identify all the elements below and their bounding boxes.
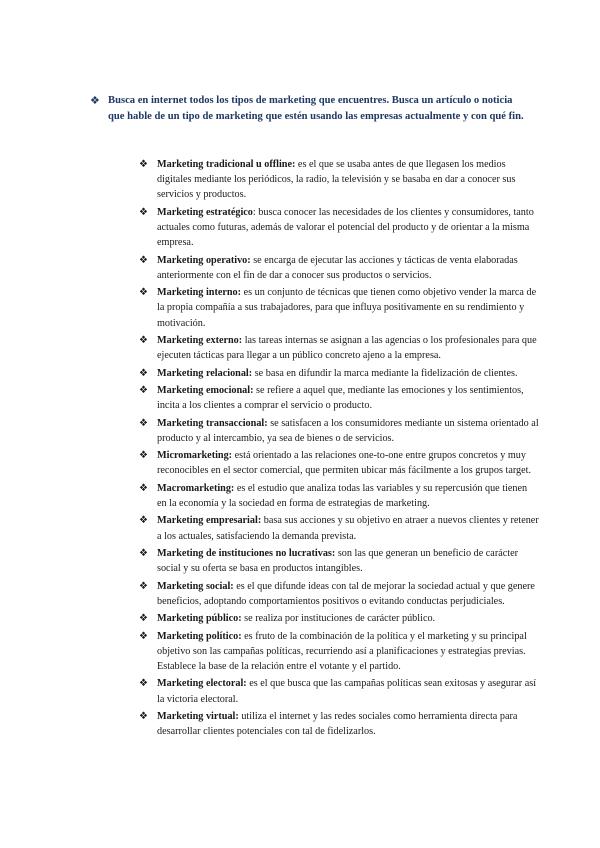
assignment-prompt: Busca en internet todos los tipos de marketing que encuentres. Busca un artículo o noticia que hable de un tipo de marketing que estén usando las empresas actualmente y con qué fin. xyxy=(108,95,524,122)
item-term: Marketing tradicional u offline: xyxy=(157,159,296,170)
list-item xyxy=(139,157,539,203)
diamond-bullet-icon: ❖ xyxy=(90,95,100,107)
item-term: Marketing empresarial: xyxy=(157,515,262,527)
diamond-bullet-icon: ❖ xyxy=(139,287,148,299)
item-description: es el estudio que analiza todas las variables y su repercusión que tienen en la economía y la sociedad en forma de estrategias de marketing. xyxy=(157,482,528,509)
item-term: Marketing relacional: xyxy=(157,367,253,379)
item-term: Marketing virtual: xyxy=(157,710,239,722)
diamond-bullet-icon: ❖ xyxy=(139,515,148,527)
list-item xyxy=(139,253,539,283)
list-item xyxy=(139,481,539,511)
diamond-bullet-icon: ❖ xyxy=(139,367,148,379)
diamond-bullet-icon: ❖ xyxy=(139,547,148,559)
list-item xyxy=(139,513,539,543)
item-term: Micromarketing: xyxy=(157,450,233,462)
item-description: es el que difunde ideas con tal de mejorar la sociedad actual y que genere beneficios, adoptando comportamientos positivos o evitando conductas perjudiciales. xyxy=(157,580,535,607)
list-item xyxy=(139,709,539,739)
diamond-bullet-icon: ❖ xyxy=(139,630,148,642)
diamond-bullet-icon: ❖ xyxy=(139,417,148,429)
item-description: : busca conocer las necesidades de los clientes y consumidores, tanto actuales como futuras, además de valorar el potencial del producto y de orientar a la misma empresa. xyxy=(157,206,534,249)
diamond-bullet-icon: ❖ xyxy=(139,254,148,266)
list-item xyxy=(139,285,539,331)
list-item xyxy=(139,579,539,609)
list-item xyxy=(139,333,539,363)
item-description: está orientado a las relaciones one-to-one entre grupos concretos y muy reconocibles en el sector comercial, que permiten ubicar más fácilmente a los grupos target. xyxy=(157,450,532,477)
item-term: Marketing político: xyxy=(157,630,242,642)
item-description: utiliza el internet y las redes sociales como herramienta directa para desarrollar clientes potenciales con tal de fidelizarlos. xyxy=(157,710,518,738)
diamond-bullet-icon: ❖ xyxy=(139,678,148,690)
item-term: Marketing externo: xyxy=(157,334,243,346)
item-term: Marketing emocional: xyxy=(157,384,254,396)
item-description: basa sus acciones y su objetivo en atraer a nuevos clientes y retener a los actuales, satisfaciendo la demanda prevista. xyxy=(157,515,539,542)
diamond-bullet-icon: ❖ xyxy=(139,613,148,625)
list-item xyxy=(139,416,539,446)
item-description: es el que se usaba antes de que llegasen los medios digitales mediante los periódicos, la radio, la televisión y se basaba en dar a conocer sus servicios y productos. xyxy=(157,159,516,201)
list-item xyxy=(139,383,539,413)
item-description: se realiza por instituciones de carácter público. xyxy=(241,613,436,625)
item-description: se basa en difundir la marca mediante la fidelización de clientes. xyxy=(252,367,518,379)
item-description: son las que generan un beneficio de carácter social y su oferta se basa en productos intangibles. xyxy=(157,547,518,575)
assignment-heading xyxy=(90,93,530,124)
list-item xyxy=(139,629,539,675)
diamond-bullet-icon: ❖ xyxy=(139,384,148,396)
item-term: Marketing social: xyxy=(157,580,234,592)
item-description: se encarga de ejecutar las acciones y tácticas de venta elaboradas anteriormente con el fin de dar a conocer sus productos o servicios. xyxy=(157,254,518,281)
diamond-bullet-icon: ❖ xyxy=(139,159,148,170)
diamond-bullet-icon: ❖ xyxy=(139,580,148,592)
item-term: Marketing interno: xyxy=(157,287,242,299)
marketing-types-list xyxy=(139,157,539,742)
item-description: se satisfacen a los consumidores mediante un sistema orientado al producto y al intercambio, ya sea de bienes o de servicios. xyxy=(157,417,539,444)
item-term: Marketing público: xyxy=(157,613,242,625)
diamond-bullet-icon: ❖ xyxy=(139,482,148,494)
item-term: Marketing electoral: xyxy=(157,678,247,690)
list-item xyxy=(139,676,539,706)
item-term: Marketing operativo: xyxy=(157,254,251,266)
item-term: Macromarketing: xyxy=(157,482,235,494)
diamond-bullet-icon: ❖ xyxy=(139,710,148,722)
list-item xyxy=(139,448,539,478)
list-item xyxy=(139,611,539,626)
item-description: se refiere a aquel que, mediante las emociones y los sentimientos, incita a los clientes a comprar el servicio o producto. xyxy=(157,384,524,412)
diamond-bullet-icon: ❖ xyxy=(139,206,148,218)
item-description: las tareas internas se asignan a las agencias o los profesionales para que ejecuten tácticas para llegar a un público concreto ajeno a la empresa. xyxy=(157,334,537,362)
list-item xyxy=(139,366,539,381)
list-item xyxy=(139,205,539,251)
list-item xyxy=(139,546,539,576)
diamond-bullet-icon: ❖ xyxy=(139,334,148,346)
item-term: Marketing de instituciones no lucrativas: xyxy=(157,547,336,559)
item-term: Marketing transaccional: xyxy=(157,417,268,429)
item-description: es fruto de la combinación de la política y el marketing y su principal objetivo son las campañas políticas, recurriendo así a planificaciones y estrategias previas. Establece la base de la relación entre el votante y el partido. xyxy=(157,630,527,672)
diamond-bullet-icon: ❖ xyxy=(139,450,148,462)
item-description: es el que busca que las campañas políticas sean exitosas y asegurar así la victoria electoral. xyxy=(157,678,537,705)
item-term: Marketing estratégico xyxy=(157,206,253,218)
item-description: es un conjunto de técnicas que tienen como objetivo vender la marca de la propia compañía a sus trabajadores, para que influya positivamente en su rendimiento y motivación. xyxy=(157,287,537,329)
